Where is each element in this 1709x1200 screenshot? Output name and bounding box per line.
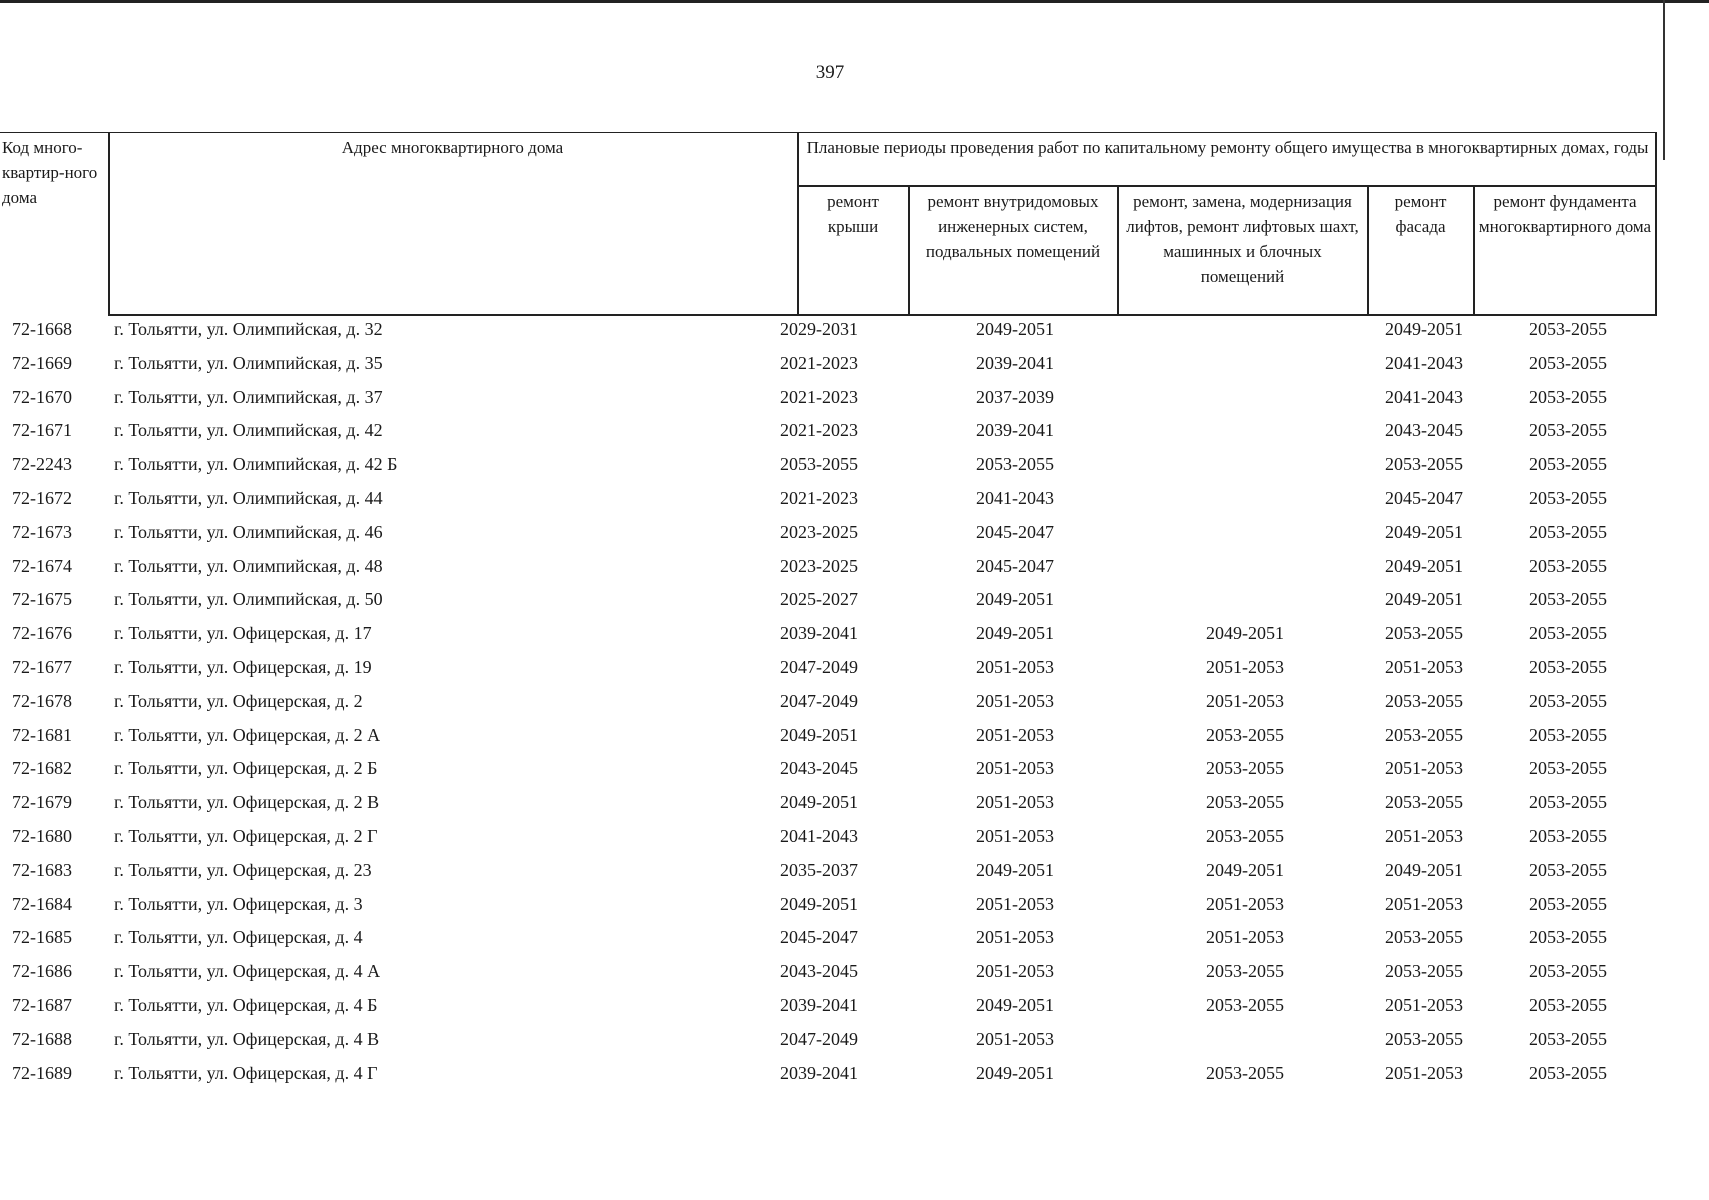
- header-address: Адрес многоквартирного дома: [341, 138, 564, 157]
- row-roof: 2049-2051: [780, 792, 858, 813]
- row-foundation: 2053-2055: [1529, 859, 1607, 880]
- row-roof: 2041-2043: [780, 825, 858, 846]
- right-border-line: [1663, 0, 1665, 160]
- top-border-line: [0, 0, 1709, 3]
- row-engineering: 2051-2053: [976, 961, 1054, 982]
- row-engineering: 2051-2053: [976, 758, 1054, 779]
- row-facade: 2053-2055: [1385, 792, 1463, 813]
- row-engineering: 2049-2051: [976, 994, 1054, 1015]
- row-engineering: 2039-2041: [976, 420, 1054, 441]
- row-lifts: 2049-2051: [1206, 623, 1284, 644]
- row-code: 72-1678: [12, 690, 72, 711]
- row-facade: 2043-2045: [1385, 420, 1463, 441]
- table-row: [0, 855, 1709, 889]
- row-foundation: 2053-2055: [1529, 555, 1607, 576]
- row-foundation: 2053-2055: [1529, 758, 1607, 779]
- row-address: г. Тольятти, ул. Олимпийская, д. 37: [114, 386, 383, 407]
- row-engineering: 2051-2053: [976, 656, 1054, 677]
- row-lifts: 2053-2055: [1206, 1062, 1284, 1083]
- row-roof: 2023-2025: [780, 555, 858, 576]
- row-engineering: 2051-2053: [976, 1028, 1054, 1049]
- row-foundation: 2053-2055: [1529, 1028, 1607, 1049]
- row-facade: 2051-2053: [1385, 825, 1463, 846]
- row-roof: 2047-2049: [780, 656, 858, 677]
- table-row: [0, 753, 1709, 787]
- table-body: [0, 314, 1709, 1091]
- row-code: 72-1680: [12, 825, 72, 846]
- row-lifts: 2051-2053: [1206, 927, 1284, 948]
- row-facade: 2049-2051: [1385, 555, 1463, 576]
- row-foundation: 2053-2055: [1529, 656, 1607, 677]
- row-code: 72-1670: [12, 386, 72, 407]
- row-address: г. Тольятти, ул. Офицерская, д. 2 Б: [114, 758, 378, 779]
- header-facade: ремонт фасада: [1394, 192, 1447, 236]
- row-foundation: 2053-2055: [1529, 352, 1607, 373]
- row-address: г. Тольятти, ул. Офицерская, д. 2 Г: [114, 825, 378, 846]
- row-foundation: 2053-2055: [1529, 487, 1607, 508]
- row-roof: 2047-2049: [780, 1028, 858, 1049]
- row-code: 72-1676: [12, 623, 72, 644]
- row-code: 72-1689: [12, 1062, 72, 1083]
- row-facade: 2051-2053: [1385, 1062, 1463, 1083]
- header-divider: [108, 133, 110, 316]
- row-code: 72-1681: [12, 724, 72, 745]
- table-row: [0, 889, 1709, 923]
- row-address: г. Тольятти, ул. Офицерская, д. 2 А: [114, 724, 381, 745]
- row-roof: 2023-2025: [780, 521, 858, 542]
- row-lifts: 2053-2055: [1206, 961, 1284, 982]
- row-foundation: 2053-2055: [1529, 386, 1607, 407]
- row-lifts: 2053-2055: [1206, 994, 1284, 1015]
- header-divider: [1367, 185, 1369, 316]
- row-engineering: 2051-2053: [976, 792, 1054, 813]
- header-lifts: ремонт, замена, модернизация лифтов, ремонт лифтовых шахт, машинных и блочных помещений: [1126, 192, 1359, 286]
- row-facade: 2045-2047: [1385, 487, 1463, 508]
- row-foundation: 2053-2055: [1529, 1062, 1607, 1083]
- row-address: г. Тольятти, ул. Офицерская, д. 19: [114, 656, 372, 677]
- row-address: г. Тольятти, ул. Олимпийская, д. 35: [114, 352, 383, 373]
- table-row: [0, 382, 1709, 416]
- row-address: г. Тольятти, ул. Офицерская, д. 4: [114, 927, 363, 948]
- row-engineering: 2051-2053: [976, 724, 1054, 745]
- row-foundation: 2053-2055: [1529, 893, 1607, 914]
- row-facade: 2051-2053: [1385, 656, 1463, 677]
- table-row: [0, 787, 1709, 821]
- row-code: 72-1671: [12, 420, 72, 441]
- row-address: г. Тольятти, ул. Олимпийская, д. 42 Б: [114, 454, 398, 475]
- row-facade: 2051-2053: [1385, 893, 1463, 914]
- table-header: [0, 132, 1657, 315]
- row-code: 72-1672: [12, 487, 72, 508]
- row-roof: 2021-2023: [780, 352, 858, 373]
- row-roof: 2039-2041: [780, 623, 858, 644]
- row-roof: 2043-2045: [780, 961, 858, 982]
- table-row: [0, 517, 1709, 551]
- row-code: 72-1675: [12, 589, 72, 610]
- row-foundation: 2053-2055: [1529, 927, 1607, 948]
- row-address: г. Тольятти, ул. Офицерская, д. 23: [114, 859, 372, 880]
- header-periods: Плановые периоды проведения работ по капитальному ремонту общего имущества в многоквартирных домах, годы: [806, 138, 1649, 157]
- table-row: [0, 483, 1709, 517]
- row-facade: 2053-2055: [1385, 961, 1463, 982]
- row-lifts: 2049-2051: [1206, 859, 1284, 880]
- row-facade: 2053-2055: [1385, 690, 1463, 711]
- header-divider: [797, 185, 1657, 187]
- row-code: 72-1687: [12, 994, 72, 1015]
- header-divider: [1117, 185, 1119, 316]
- table-row: [0, 990, 1709, 1024]
- row-facade: 2049-2051: [1385, 521, 1463, 542]
- row-facade: 2049-2051: [1385, 589, 1463, 610]
- row-roof: 2049-2051: [780, 724, 858, 745]
- row-code: 72-2243: [12, 454, 72, 475]
- row-code: 72-1685: [12, 927, 72, 948]
- row-foundation: 2053-2055: [1529, 825, 1607, 846]
- row-lifts: 2051-2053: [1206, 893, 1284, 914]
- table-row: [0, 314, 1709, 348]
- table-row: [0, 415, 1709, 449]
- row-code: 72-1673: [12, 521, 72, 542]
- row-facade: 2051-2053: [1385, 994, 1463, 1015]
- header-divider: [1473, 185, 1475, 316]
- row-roof: 2045-2047: [780, 927, 858, 948]
- row-address: г. Тольятти, ул. Олимпийская, д. 46: [114, 521, 383, 542]
- row-foundation: 2053-2055: [1529, 420, 1607, 441]
- row-facade: 2053-2055: [1385, 1028, 1463, 1049]
- row-address: г. Тольятти, ул. Офицерская, д. 2 В: [114, 792, 380, 813]
- row-facade: 2051-2053: [1385, 758, 1463, 779]
- row-code: 72-1683: [12, 859, 72, 880]
- header-divider: [908, 185, 910, 316]
- table-row: [0, 686, 1709, 720]
- row-code: 72-1686: [12, 961, 72, 982]
- table-row: [0, 618, 1709, 652]
- table-row: [0, 821, 1709, 855]
- row-code: 72-1679: [12, 792, 72, 813]
- row-foundation: 2053-2055: [1529, 454, 1607, 475]
- row-foundation: 2053-2055: [1529, 589, 1607, 610]
- row-engineering: 2045-2047: [976, 555, 1054, 576]
- row-foundation: 2053-2055: [1529, 521, 1607, 542]
- row-address: г. Тольятти, ул. Олимпийская, д. 48: [114, 555, 383, 576]
- row-foundation: 2053-2055: [1529, 961, 1607, 982]
- row-roof: 2043-2045: [780, 758, 858, 779]
- header-roof: ремонт крыши: [827, 192, 879, 236]
- row-engineering: 2051-2053: [976, 825, 1054, 846]
- table-row: [0, 551, 1709, 585]
- row-engineering: 2039-2041: [976, 352, 1054, 373]
- table-row: [0, 922, 1709, 956]
- row-address: г. Тольятти, ул. Офицерская, д. 4 В: [114, 1028, 380, 1049]
- row-foundation: 2053-2055: [1529, 690, 1607, 711]
- row-address: г. Тольятти, ул. Олимпийская, д. 44: [114, 487, 383, 508]
- row-roof: 2035-2037: [780, 859, 858, 880]
- row-engineering: 2049-2051: [976, 589, 1054, 610]
- row-engineering: 2051-2053: [976, 893, 1054, 914]
- row-address: г. Тольятти, ул. Офицерская, д. 4 Г: [114, 1062, 378, 1083]
- row-lifts: 2051-2053: [1206, 656, 1284, 677]
- header-divider: [797, 133, 799, 316]
- row-engineering: 2037-2039: [976, 386, 1054, 407]
- page-number: 397: [815, 62, 845, 83]
- row-lifts: 2053-2055: [1206, 825, 1284, 846]
- row-engineering: 2049-2051: [976, 623, 1054, 644]
- table-row: [0, 1058, 1709, 1092]
- row-code: 72-1688: [12, 1028, 72, 1049]
- header-foundation: ремонт фундамента многоквартирного дома: [1478, 192, 1652, 236]
- row-code: 72-1674: [12, 555, 72, 576]
- row-code: 72-1677: [12, 656, 72, 677]
- row-code: 72-1684: [12, 893, 72, 914]
- row-address: г. Тольятти, ул. Офицерская, д. 17: [114, 623, 372, 644]
- row-roof: 2053-2055: [780, 454, 858, 475]
- row-lifts: 2053-2055: [1206, 792, 1284, 813]
- row-roof: 2039-2041: [780, 1062, 858, 1083]
- table-row: [0, 956, 1709, 990]
- header-divider: [1655, 133, 1657, 316]
- header-code: Код много-квартир-ного дома: [2, 138, 98, 207]
- row-address: г. Тольятти, ул. Олимпийская, д. 50: [114, 589, 383, 610]
- row-facade: 2053-2055: [1385, 724, 1463, 745]
- table-row: [0, 348, 1709, 382]
- table-row: [0, 1024, 1709, 1058]
- row-engineering: 2053-2055: [976, 454, 1054, 475]
- row-facade: 2053-2055: [1385, 623, 1463, 644]
- row-engineering: 2049-2051: [976, 319, 1054, 339]
- row-lifts: 2053-2055: [1206, 758, 1284, 779]
- row-address: г. Тольятти, ул. Олимпийская, д. 42: [114, 420, 383, 441]
- row-address: г. Тольятти, ул. Офицерская, д. 4 Б: [114, 994, 378, 1015]
- row-roof: 2025-2027: [780, 589, 858, 610]
- row-address: г. Тольятти, ул. Офицерская, д. 3: [114, 893, 363, 914]
- table-row: [0, 652, 1709, 686]
- row-code: 72-1682: [12, 758, 72, 779]
- row-facade: 2041-2043: [1385, 386, 1463, 407]
- row-address: г. Тольятти, ул. Олимпийская, д. 32: [114, 319, 383, 339]
- row-roof: 2021-2023: [780, 386, 858, 407]
- row-roof: 2029-2031: [780, 319, 858, 339]
- row-address: г. Тольятти, ул. Офицерская, д. 2: [114, 690, 363, 711]
- table-row: [0, 584, 1709, 618]
- row-code: 72-1669: [12, 352, 72, 373]
- row-engineering: 2049-2051: [976, 1062, 1054, 1083]
- row-engineering: 2051-2053: [976, 927, 1054, 948]
- row-roof: 2047-2049: [780, 690, 858, 711]
- row-roof: 2021-2023: [780, 487, 858, 508]
- row-facade: 2049-2051: [1385, 319, 1463, 339]
- row-facade: 2049-2051: [1385, 859, 1463, 880]
- row-foundation: 2053-2055: [1529, 792, 1607, 813]
- row-roof: 2049-2051: [780, 893, 858, 914]
- row-foundation: 2053-2055: [1529, 319, 1607, 339]
- row-foundation: 2053-2055: [1529, 994, 1607, 1015]
- row-facade: 2053-2055: [1385, 927, 1463, 948]
- row-code: 72-1668: [12, 319, 72, 339]
- table-row: [0, 720, 1709, 754]
- row-engineering: 2051-2053: [976, 690, 1054, 711]
- header-engineering: ремонт внутридомовых инженерных систем, подвальных помещений: [925, 192, 1101, 261]
- row-foundation: 2053-2055: [1529, 623, 1607, 644]
- row-lifts: 2051-2053: [1206, 690, 1284, 711]
- row-engineering: 2041-2043: [976, 487, 1054, 508]
- row-engineering: 2045-2047: [976, 521, 1054, 542]
- row-engineering: 2049-2051: [976, 859, 1054, 880]
- row-foundation: 2053-2055: [1529, 724, 1607, 745]
- row-facade: 2041-2043: [1385, 352, 1463, 373]
- row-facade: 2053-2055: [1385, 454, 1463, 475]
- table-row: [0, 449, 1709, 483]
- row-address: г. Тольятти, ул. Офицерская, д. 4 А: [114, 961, 381, 982]
- row-roof: 2039-2041: [780, 994, 858, 1015]
- row-roof: 2021-2023: [780, 420, 858, 441]
- row-lifts: 2053-2055: [1206, 724, 1284, 745]
